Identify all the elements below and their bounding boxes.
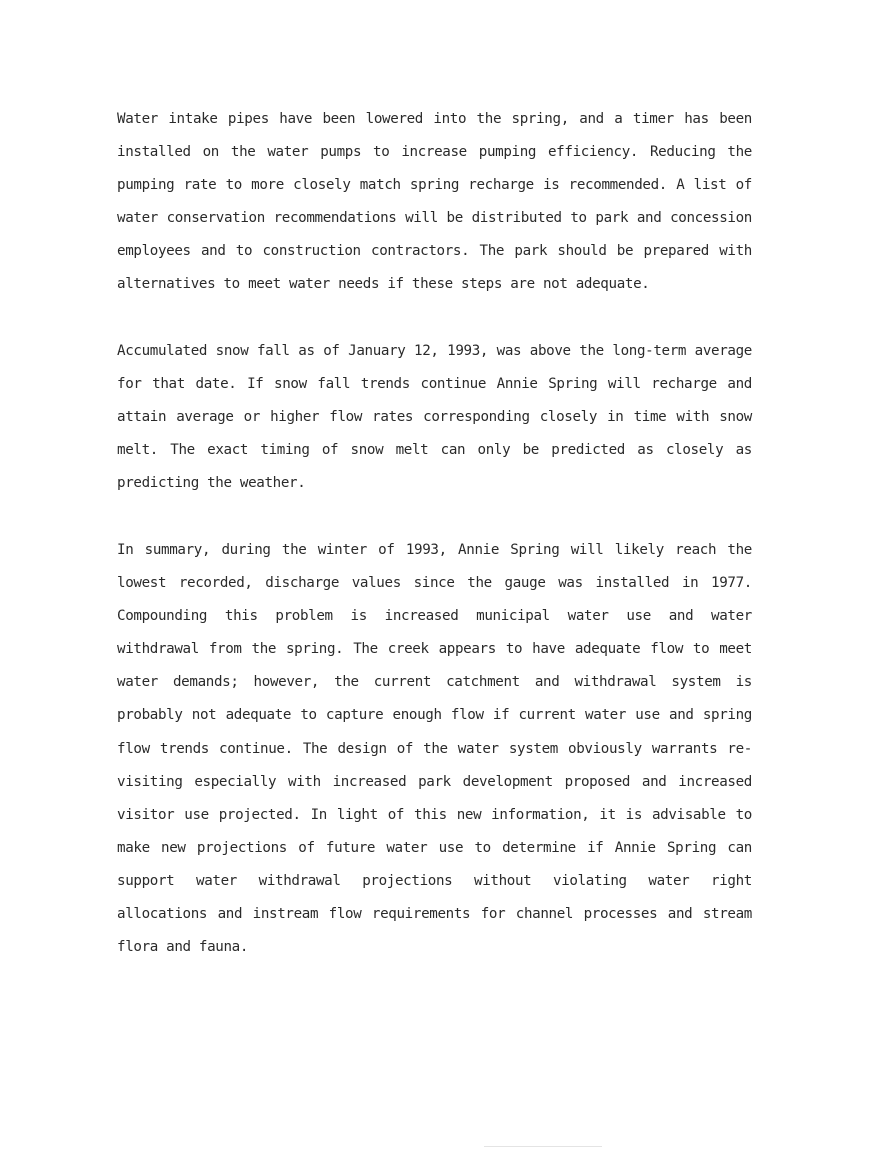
paragraph-water-intake: Water intake pipes have been lowered into the spring, and a timer has been installed on the water pumps to increase pumping efficiency. Reducing the pumping rate to more closely match spring recharge is recommended. A list of water conservation recommendations will be distributed to park and concession employees and to construction contractors. The park should be prepared with alternatives to meet water needs if these steps are not adequate. — [117, 111, 752, 293]
paragraph-summary: In summary, during the winter of 1993, Annie Spring will likely reach the lowest recorded, discharge values since the gauge was installed in 1977. Compounding this problem is increased municipal water use and water withdrawal from the spring. The creek appears to have adequate flow to meet water demands; however, the current catchment and withdrawal system is probably not adequate to capture enough flow if current water use and spring flow trends continue. The design of the water system obviously warrants re-visiting especially with increased park development proposed and increased visitor use projected. In light of this new information, it is advisable to make new projections of future water use to determine if Annie Spring can support water withdrawal projections without violating water right allocations and instream flow requirements for channel processes and stream flora and fauna. — [117, 542, 752, 956]
scan-artifact-line — [484, 1146, 602, 1147]
paragraph-snow-fall: Accumulated snow fall as of January 12, 1993, was above the long-term average for that date. If snow fall trends continue Annie Spring will recharge and attain average or higher flow rates corresponding closely in time with snow melt. The exact timing of snow melt can only be predicted as closely as predicting the weather. — [117, 343, 752, 492]
